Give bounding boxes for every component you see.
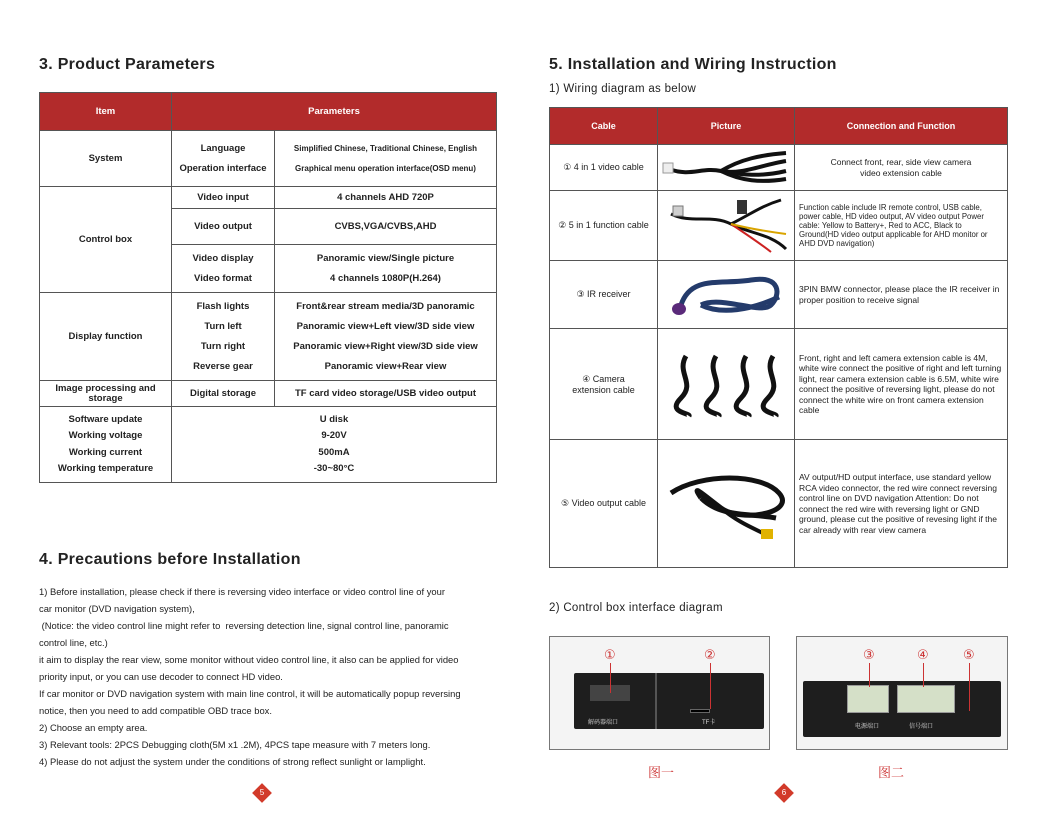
precaution-line: car monitor (DVD navigation system), [39, 603, 195, 614]
marker-2: ② [704, 647, 716, 662]
diagram-1-caption: 图一 [648, 765, 675, 780]
arrow-4 [923, 663, 924, 687]
signal-port-label: 信号端口 [909, 724, 934, 730]
val-reverse-gear: Panoramic view+Rear view [324, 360, 447, 372]
cable-function: Front, right and left camera extension cable is 4M, white wire connect the positive of right and left turning light, rear camera extension cable is 6.5M, white wire connect the positive of reversing light, please do not connect the white wire on front camera extension cable [795, 329, 1008, 440]
sub-video-input: Video input [172, 187, 275, 209]
val-turn-left: Panoramic view+Left view/3D side view [296, 320, 475, 332]
header-cable: Cable [550, 108, 658, 145]
arrow-3 [869, 663, 870, 687]
cable-picture [658, 440, 795, 568]
signal-port [897, 685, 955, 713]
val-flash-lights: Front&rear stream media/3D panoramic [296, 300, 475, 312]
sub-turn-right: Turn right [200, 340, 246, 352]
arrow-2 [710, 663, 711, 709]
val-digital-storage: TF card video storage/USB video output [275, 381, 497, 407]
precaution-line: 2) Choose an empty area. [39, 722, 148, 733]
page-number-right-text: 6 [781, 788, 787, 797]
precaution-line: 1) Before installation, please check if there is reversing video interface or video control line of your [39, 586, 445, 597]
precaution-line: control line, etc.) [39, 637, 108, 648]
precaution-line: notice, then you need to add compatible OBD trace box. [39, 705, 272, 716]
label-software-update: Software update [68, 413, 143, 425]
cable-picture [658, 145, 795, 191]
power-port [847, 685, 889, 713]
header-parameters: Parameters [172, 93, 497, 131]
arrow-1 [610, 663, 611, 693]
cable-name: ④ Camera extension cable [550, 329, 658, 440]
val-operation-interface: Graphical menu operation interface(OSD menu) [295, 163, 476, 173]
category-control-box: Control box [40, 187, 172, 293]
header-function: Connection and Function [795, 108, 1008, 145]
val-turn-right: Panoramic view+Right view/3D side view [293, 340, 478, 352]
arrow-5 [969, 663, 970, 711]
ir-receiver-icon [661, 265, 791, 323]
display-function-subs [172, 293, 275, 381]
cable-name: ① 4 in 1 video cable [550, 145, 658, 191]
header-picture: Picture [658, 108, 795, 145]
label-working-voltage: Working voltage [68, 430, 143, 441]
wiring-subtitle: 1) Wiring diagram as below [549, 83, 697, 95]
cable-name: ② 5 in 1 function cable [550, 191, 658, 261]
category-image-processing: Image processing and storage [40, 381, 172, 407]
system-subs [172, 131, 275, 187]
function-cable-icon [661, 194, 791, 256]
control-box-subs [172, 245, 275, 293]
page-number-left-text: 5 [259, 788, 265, 797]
val-language: Simplified Chinese, Traditional Chinese, English [293, 143, 478, 153]
wiring-table [549, 107, 1008, 568]
misc-vals [172, 407, 497, 483]
label-working-current: Working current [68, 446, 143, 458]
cable-function: 3PIN BMW connector, please place the IR receiver in proper position to receive signal [795, 261, 1008, 329]
precaution-line: (Notice: the video control line might refer to reversing detection line, signal control line, panoramic [39, 620, 449, 631]
header-item: Item [40, 93, 172, 131]
misc-labels [40, 407, 172, 483]
marker-5: ⑤ [963, 647, 975, 662]
sub-operation-interface: Operation interface [179, 162, 267, 174]
precautions-list [39, 583, 509, 770]
sub-turn-left: Turn left [204, 320, 242, 332]
label-working-temperature: Working temperature [57, 463, 154, 474]
marker-1: ① [604, 647, 616, 662]
system-vals [275, 131, 497, 187]
cable-function: AV output/HD output interface, use standard yellow RCA video connector, the red wire connect reversing control line on DVD navigation Attention: Do not connect the red wire with reversing light or GND ground, please cut the positive of revesing light if the car already with rear view camera [795, 440, 1008, 568]
val-video-format: 4 channels 1080P(H.264) [330, 272, 441, 284]
cable-function: Connect front, rear, side view camera video extension cable [795, 145, 1008, 191]
marker-3: ③ [863, 647, 875, 662]
decoder-port-label: 解码器端口 [588, 720, 619, 726]
sub-digital-storage: Digital storage [172, 381, 275, 407]
tf-card-slot [690, 709, 710, 713]
val-working-temperature: -30~80°C [313, 463, 355, 474]
precaution-line: priority input, or you can use decoder to connect HD video. [39, 671, 283, 682]
section3-title: 3. Product Parameters [39, 56, 216, 73]
page-number-left [252, 783, 272, 803]
category-display-function: Display function [40, 293, 172, 381]
val-working-voltage: 9-20V [321, 430, 347, 441]
cable-picture [658, 261, 795, 329]
sub-video-output: Video output [172, 209, 275, 245]
section5-title: 5. Installation and Wiring Instruction [549, 56, 837, 73]
precaution-line: it aim to display the rear view, some monitor without video control line, it also can be applied for video [39, 654, 459, 665]
cable-picture [658, 329, 795, 440]
diagram-2-caption: 图二 [878, 765, 905, 780]
cable-picture [658, 191, 795, 261]
camera-extension-cable-icon [661, 348, 791, 418]
control-subtitle: 2) Control box interface diagram [549, 602, 723, 614]
video-output-cable-icon [661, 463, 791, 543]
val-video-input: 4 channels AHD 720P [275, 187, 497, 209]
divider [655, 673, 657, 729]
sub-video-display: Video display [192, 252, 254, 264]
sub-language: Language [200, 142, 246, 154]
cable-name: ⑤ Video output cable [550, 440, 658, 568]
tf-card-label: TF卡 [702, 720, 716, 726]
marker-4: ④ [917, 647, 929, 662]
precaution-line: 3) Relevant tools: 2PCS Debugging cloth(5M x1 .2M), 4PCS tape measure with 7 meters long. [39, 739, 431, 750]
val-video-output: CVBS,VGA/CVBS,AHD [275, 209, 497, 245]
precaution-line: If car monitor or DVD navigation system with main line control, it will be automatically popup reversing [39, 688, 461, 699]
control-box-diagram-1 [549, 636, 770, 750]
sub-video-format: Video format [194, 272, 252, 284]
val-video-display: Panoramic view/Single picture [316, 252, 455, 264]
precaution-line: 4) Please do not adjust the system under the conditions of strong reflect sunlight or lamplight. [39, 756, 426, 767]
page-number-right [774, 783, 794, 803]
display-function-vals [275, 293, 497, 381]
product-parameters-table [39, 92, 497, 483]
val-working-current: 500mA [318, 446, 350, 458]
video-cable-icon [661, 147, 791, 187]
category-system: System [40, 131, 172, 187]
cable-name: ③ IR receiver [550, 261, 658, 329]
power-port-label: 电源端口 [855, 724, 880, 730]
control-box-diagram-2 [796, 636, 1008, 750]
section4-title: 4. Precautions before Installation [39, 551, 301, 568]
sub-flash-lights: Flash lights [196, 300, 250, 312]
val-software-update: U disk [319, 413, 349, 425]
control-box-vals [275, 245, 497, 293]
sub-reverse-gear: Reverse gear [193, 360, 253, 372]
cable-function: Function cable include IR remote control, USB cable, power cable, HD video output, AV video output Power cable: Yellow to Battery+, Red to ACC, Black to Ground(HD video output applicable for AHD monitor or AHD DVD navigation) [795, 191, 1008, 261]
